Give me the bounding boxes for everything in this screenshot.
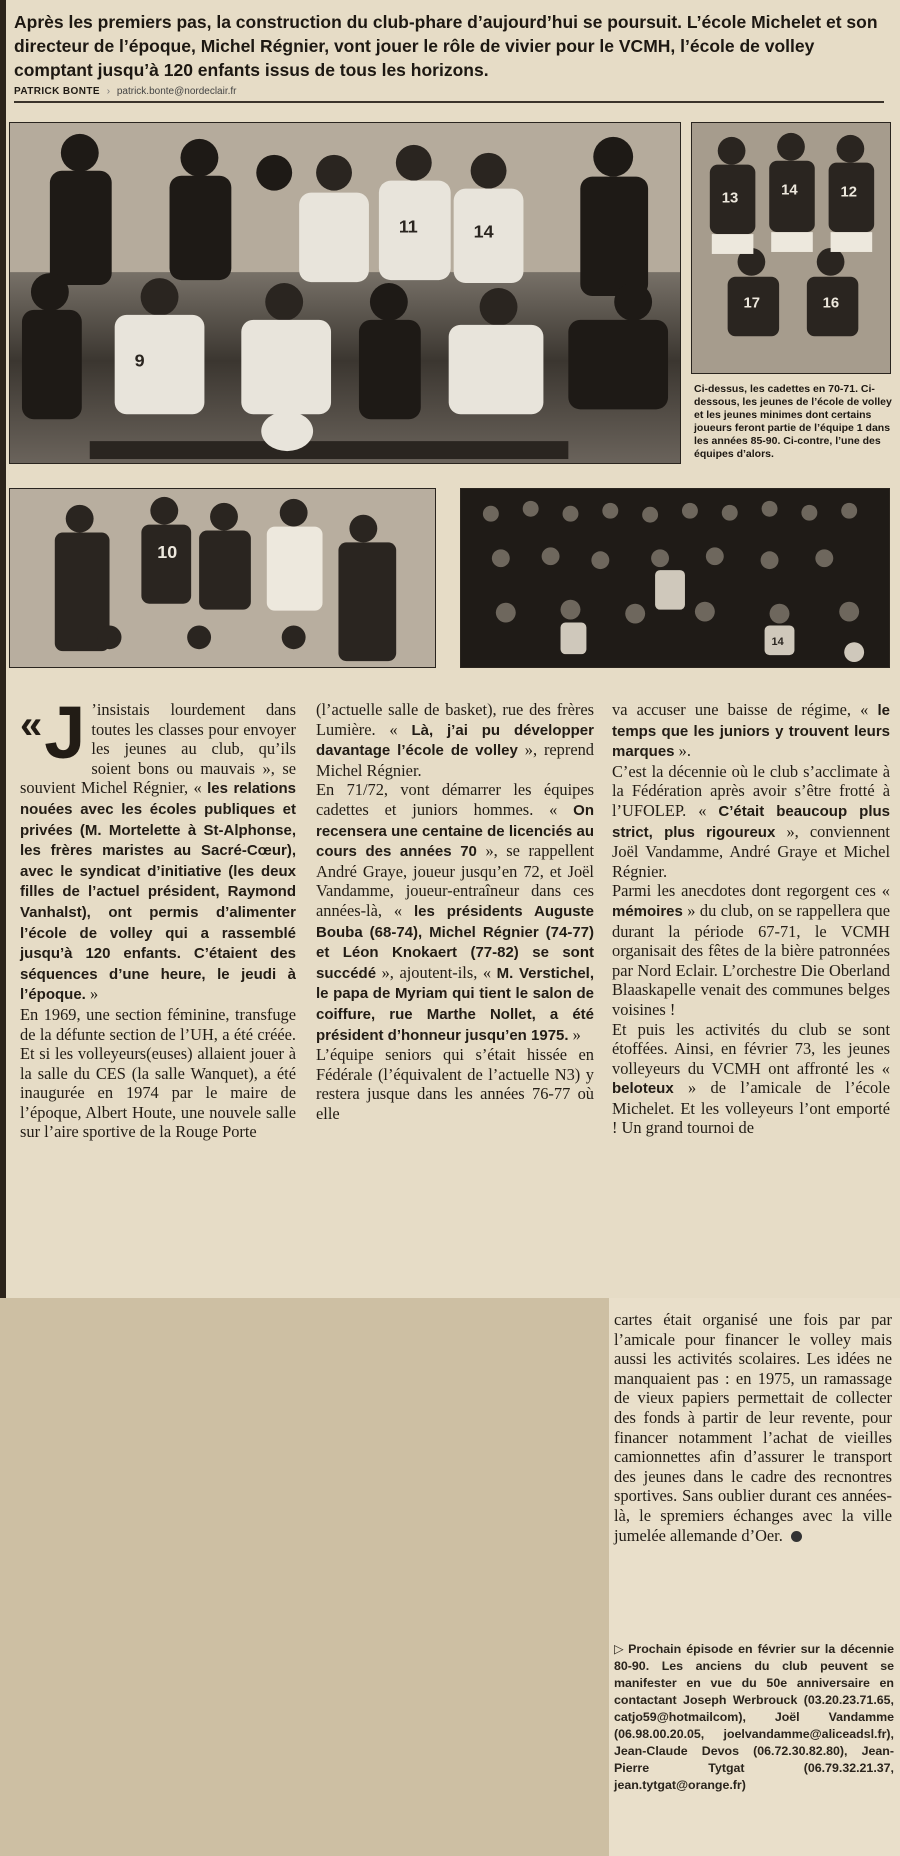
text-run: C’était beaucoup plus strict, plus rigoureux xyxy=(612,802,890,841)
page-edge-shadow xyxy=(0,0,6,1298)
cadettes-jersey-1: 13 xyxy=(721,190,739,207)
article-column-3 xyxy=(612,700,890,1138)
text-run: En 71/72, vont démarrer les équipes cadettes et juniors hommes. « xyxy=(316,780,594,819)
cadettes-jersey-5: 16 xyxy=(822,295,840,312)
article-column-4 xyxy=(614,1310,892,1545)
text-run: (l’actuelle salle de basket), rue des frères Lumière. « xyxy=(316,700,594,739)
col4-text xyxy=(614,1310,892,1545)
byline xyxy=(14,86,884,103)
text-run: va accuser une baisse de régime, « xyxy=(612,700,878,719)
team-photo-jersey-3: 14 xyxy=(473,221,494,242)
col2-text xyxy=(316,700,594,1123)
minimes-jersey-1: 14 xyxy=(771,636,784,649)
text-run: » du club, on se rappellera que durant la période 67-71, le VCMH organisait des fêtes de la bière patronnées par Nord Eclair. L’orchestre Die Oberland Blaaskapelle venait des communes belges voisines ! xyxy=(612,900,890,1019)
article-lead: Après les premiers pas, la construction du club-phare d’aujourd’hui se poursuit. L’école Michelet et son directeur de l’époque, Michel Régnier, vont jouer le rôle de vivier pour le VCMH, l’école de volley comptant jusqu’à 120 enfants issus de tous les horizons. xyxy=(14,12,878,80)
minimes-photo xyxy=(460,488,890,668)
text-run: », reprend Michel Régnier. xyxy=(316,740,594,780)
text-run: le temps que les juniors y trouvent leurs marques xyxy=(612,702,890,761)
author-email[interactable]: patrick.bonte@nordeclair.fr xyxy=(116,86,237,97)
text-run: ». xyxy=(674,741,691,761)
text-run: Là, j’ai pu développer davantage l’école de volley xyxy=(316,721,594,760)
text-run: ’insistais lourdement dans toutes les classes pour envoyer les jeunes au club, qu’ils soient bons ou mauvais », se souvient Michel Régnier, « xyxy=(20,700,296,798)
text-run: » xyxy=(85,984,99,1004)
text-run: Et puis les activités du club se sont étoffées. Ainsi, en février 73, les jeunes volleyeurs du VCMH ont affronté les « xyxy=(612,1019,890,1078)
next-episode-note xyxy=(614,1641,894,1794)
text-run: L’équipe seniors qui s’était hissée en Fédérale (l’équivalent de l’actuelle N3) y restera jusque dans les années 76-77 où elle xyxy=(316,1045,594,1123)
text-run: », ajoutent-ils, « xyxy=(376,962,497,982)
team-photo-jersey-1: 9 xyxy=(134,350,145,371)
text-run: C’est la décennie où le club s’acclimate à la Fédération après avoir s’être frotté à l’UFOLEP. « xyxy=(612,761,890,820)
text-run: M. Verstichel, le papa de Myriam qui tient le salon de coiffure, rue Marthe Nollet, a été président d’honneur jusqu’en 1975. xyxy=(316,964,595,1044)
cadettes-jersey-4: 17 xyxy=(743,295,760,312)
team-photo xyxy=(9,122,681,464)
opening-quote-mark: « xyxy=(20,703,43,747)
text-run: mémoires xyxy=(612,902,683,920)
cadettes-jersey-2: 14 xyxy=(781,182,798,199)
text-run: On recensera une centaine de licenciés au cours des années 70 xyxy=(316,801,594,861)
author-name: PATRICK BONTE xyxy=(14,86,100,97)
article-column-1 xyxy=(20,691,296,1142)
col3-text xyxy=(612,700,890,1137)
text-run: Parmi les anecdotes dont regorgent ces « xyxy=(612,881,890,901)
text-run: les relations nouées avec les écoles publiques et privées (M. Mortelette à St-Alphonse, les frères maristes au Sacré-Cœur), avec le syndicat d’initiative (les deux filles de l’actuel président, Raymond Vanhalst), ont permis d’alimenter l’école de volley qui a rassemblé jusqu’à 120 enfants. C’étaient des séquences d’une heure, le jeudi à l’époque. xyxy=(20,780,296,1004)
text-run: » xyxy=(568,1024,581,1044)
note-marker-icon: ▷ xyxy=(614,1642,626,1656)
article-column-2 xyxy=(316,700,594,1123)
text-run: cartes était organisé une fois par par l’amicale pour financer le volley mais aussi les activités scolaires. Les idées ne manquaient pas : en 1975, un ramassage de vieux papiers permettait de collecter des fonds à partir de leur revente, pour financer notamment l’achat de vieilles camionnettes afin d’assurer le transport des jeunes dans le cadre des recnontres sportives. Sans oublier durant ces années-là, le spremiers échanges avec la ville jumelée allemande d’Oer. xyxy=(614,1310,892,1545)
team-photo-jersey-2: 11 xyxy=(398,216,418,237)
article-end-bullet xyxy=(791,1531,802,1542)
cadettes-jersey-3: 12 xyxy=(840,184,858,201)
text-run: » de l’amicale de l’école Michelet. Et les volleyeurs l’ont emporté ! Un grand tournoi de xyxy=(612,1078,890,1138)
dropcap-block xyxy=(20,691,86,774)
text-run: beloteux xyxy=(612,1080,674,1098)
byline-separator: › xyxy=(106,86,111,97)
text-run: En 1969, une section féminine, transfuge de la défunte section de l’UH, a été créée. Et si les volleyeurs(euses) allaient jouer à la salle du CES (la salle Wanquet), a été inaugurée en 1974 par le maire de l’époque, Albert Houte, une nouvele salle sur l’aire sportive de la Rouge Porte xyxy=(20,1004,296,1142)
text-run: », se rappellent André Graye, joueur jusqu’en 72, et Joël Vandamme, joueur-entraîneur dans ces années-là, « xyxy=(316,841,594,920)
dropcap-letter: J xyxy=(44,691,86,774)
cadettes-photo xyxy=(691,122,891,374)
text-run: les présidents Auguste Bouba (68-74), Michel Régnier (74-77) et Léon Knokaert (77-82) se sont succédé xyxy=(316,902,594,982)
juniors-photo xyxy=(9,488,436,668)
juniors-jersey-1: 10 xyxy=(157,542,178,563)
text-run: », conviennent Joël Vandamme, André Graye et Michel Régnier. xyxy=(612,821,890,881)
photo-caption: Ci-dessus, les cadettes en 70-71. Ci-dessous, les jeunes de l’école de volley et les jeunes minimes dont certains joueurs feront partie de l’équipe 1 dans les années 85-90. Ci-contre, l’une des équipes d’alors. xyxy=(694,383,892,460)
note-text: Prochain épisode en février sur la décennie 80-90. Les anciens du club peuvent se manifester en vue du 50e anniversaire en contactant Joseph Werbrouck (03.20.23.71.65, catjo59@hotmailcom), Joël Vandamme (06.98.00.20.05, joelvandamme@aliceadsl.fr), Jean-Claude Devos (06.72.30.82.80), Jean-Pierre Tytgat (06.79.32.21.37, jean.tytgat@orange.fr) xyxy=(614,1642,895,1792)
